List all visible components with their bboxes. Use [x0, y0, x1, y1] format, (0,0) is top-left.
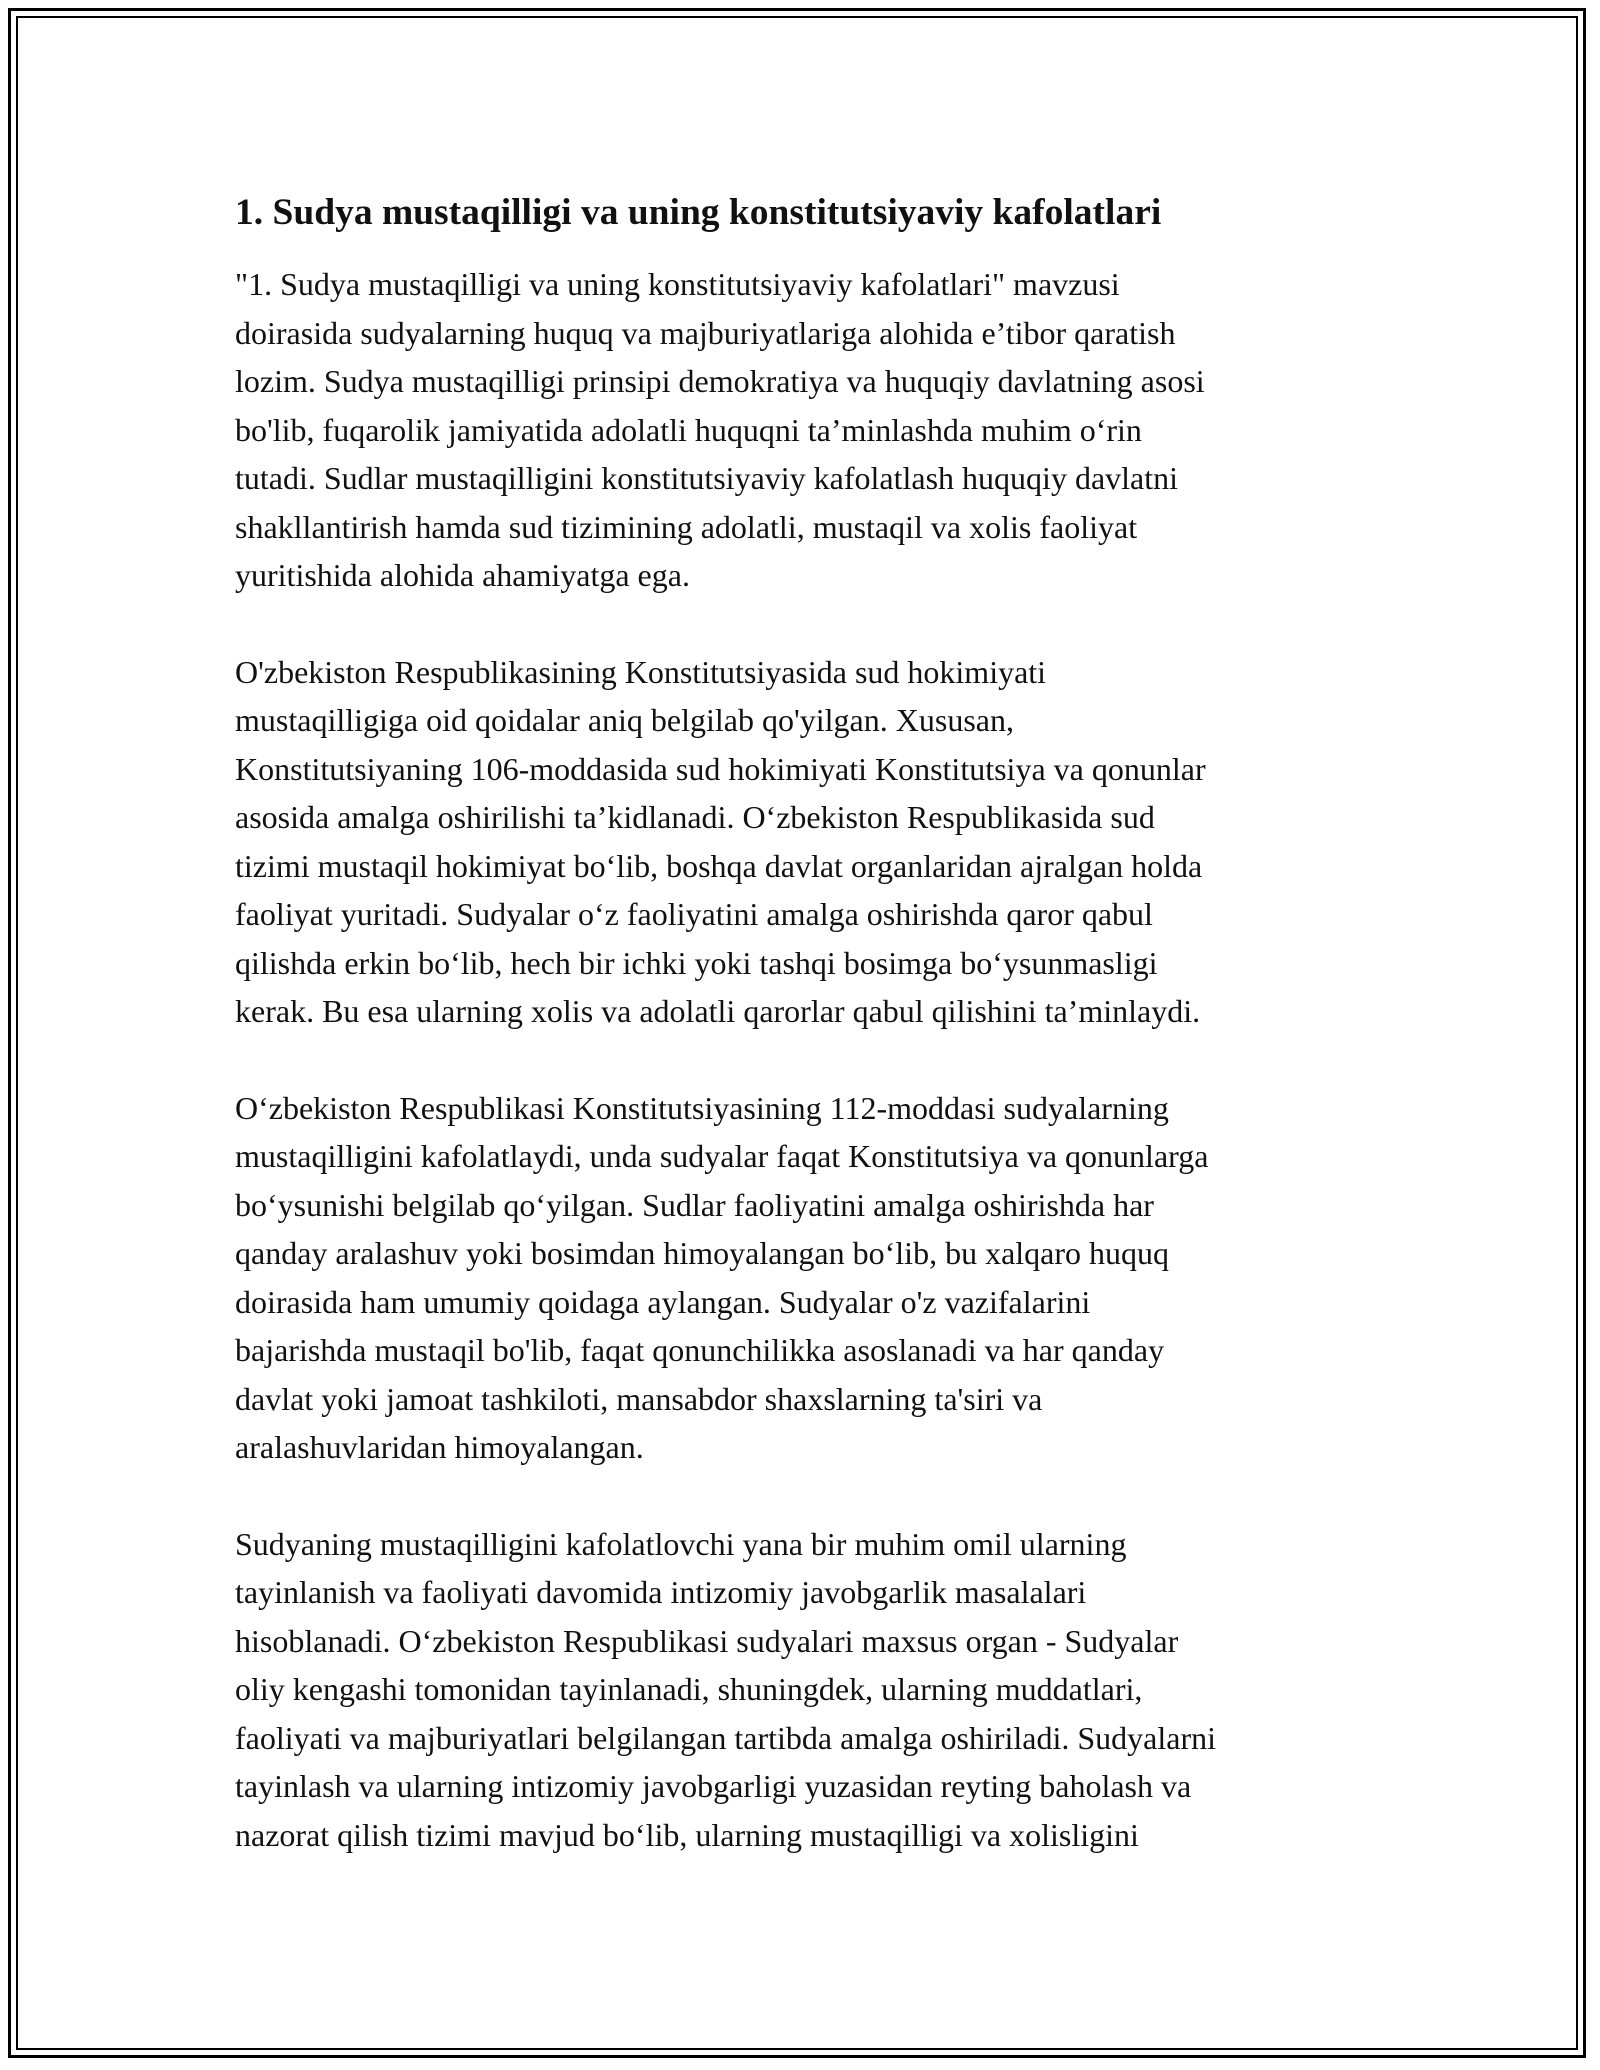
text-line: faoliyati va majburiyatlari belgilangan tartibda amalga oshiriladi. Sudyalarni — [235, 1719, 1217, 1756]
text-line: asosida amalga oshirilishi ta’kidlanadi. O‘zbekiston Respublikasida sud — [235, 799, 1155, 835]
paragraph-3 — [235, 1084, 1365, 1472]
text-line: bo'lib, fuqarolik jamiyatida adolatli huquqni ta’minlashda muhim o‘rin — [235, 411, 1142, 448]
text-line: tizimi mustaqil hokimiyat bo‘lib, boshqa davlat organlaridan ajralgan holda — [235, 847, 1203, 884]
text-line: Konstitutsiyaning 106-moddasida sud hokimiyati Konstitutsiya va qonunlar — [235, 750, 1206, 787]
text-line: O'zbekiston Respublikasining Konstitutsiyasida sud hokimiyati — [235, 653, 1047, 690]
paragraph-4 — [235, 1520, 1365, 1860]
text-line: mustaqilligini kafolatlaydi, unda sudyalar faqat Konstitutsiya va qonunlarga — [235, 1138, 1209, 1174]
text-line: davlat yoki jamoat tashkiloti, mansabdor shaxslarning ta'siri va — [235, 1380, 1043, 1417]
document-title: 1. Sudya mustaqilligi va uning konstitutsiyaviy kafolatlari — [235, 192, 1162, 233]
paragraph-1 — [235, 260, 1365, 600]
text-line: doirasida sudyalarning huquq va majburiyatlariga alohida e’tibor qaratish — [235, 314, 1176, 351]
text-line: qilishda erkin bo‘lib, hech bir ichki yoki tashqi bosimga bo‘ysunmasligi — [235, 944, 1158, 981]
text-line: kerak. Bu esa ularning xolis va adolatli qarorlar qabul qilishini ta’minlaydi. — [235, 993, 1201, 1029]
text-line: "1. Sudya mustaqilligi va uning konstitutsiyaviy kafolatlari" mavzusi — [235, 266, 1120, 302]
text-line: qanday aralashuv yoki bosimdan himoyalangan bo‘lib, bu xalqaro huquq — [235, 1235, 1170, 1271]
text-line: bo‘ysunishi belgilab qo‘yilgan. Sudlar faoliyatini amalga oshirishda har — [235, 1186, 1154, 1223]
text-line: aralashuvlaridan himoyalangan. — [235, 1429, 644, 1465]
text-line: tayinlanish va faoliyati davomida intizomiy javobgarlik masalalari — [235, 1574, 1087, 1610]
text-line: Sudyaning mustaqilligini kafolatlovchi yana bir muhim omil ularning — [235, 1525, 1127, 1562]
text-line: O‘zbekiston Respublikasi Konstitutsiyasining 112-moddasi sudyalarning — [235, 1089, 1169, 1126]
text-line: oliy kengashi tomonidan tayinlanadi, shuningdek, ularning muddatlari, — [235, 1671, 1143, 1707]
text-line: hisoblanadi. O‘zbekiston Respublikasi sudyalari maxsus organ - Sudyalar — [235, 1622, 1179, 1659]
text-line: bajarishda mustaqil bo'lib, faqat qonunchilikka asoslanadi va har qanday — [235, 1332, 1165, 1368]
text-line: shakllantirish hamda sud tizimining adolatli, mustaqil va xolis faoliyat — [235, 508, 1138, 545]
text-line: mustaqilligiga oid qoidalar aniq belgilab qo'yilgan. Xususan, — [235, 702, 1014, 738]
text-line: doirasida ham umumiy qoidaga aylangan. Sudyalar o'z vazifalarini — [235, 1283, 1091, 1320]
text-line: tutadi. Sudlar mustaqilligini konstitutsiyaviy kafolatlash huquqiy davlatni — [235, 460, 1179, 496]
text-line: lozim. Sudya mustaqilligi prinsipi demokratiya va huquqiy davlatning asosi — [235, 363, 1205, 399]
document-body — [235, 188, 1365, 1907]
text-line: faoliyat yuritadi. Sudyalar o‘z faoliyatini amalga oshirishda qaror qabul — [235, 896, 1153, 932]
text-line: yuritishida alohida ahamiyatga ega. — [235, 557, 690, 593]
paragraph-2 — [235, 648, 1365, 1036]
text-line: tayinlash va ularning intizomiy javobgarligi yuzasidan reyting baholash va — [235, 1768, 1192, 1804]
text-line: nazorat qilish tizimi mavjud bo‘lib, ularning mustaqilligi va xolisligini — [235, 1816, 1139, 1853]
